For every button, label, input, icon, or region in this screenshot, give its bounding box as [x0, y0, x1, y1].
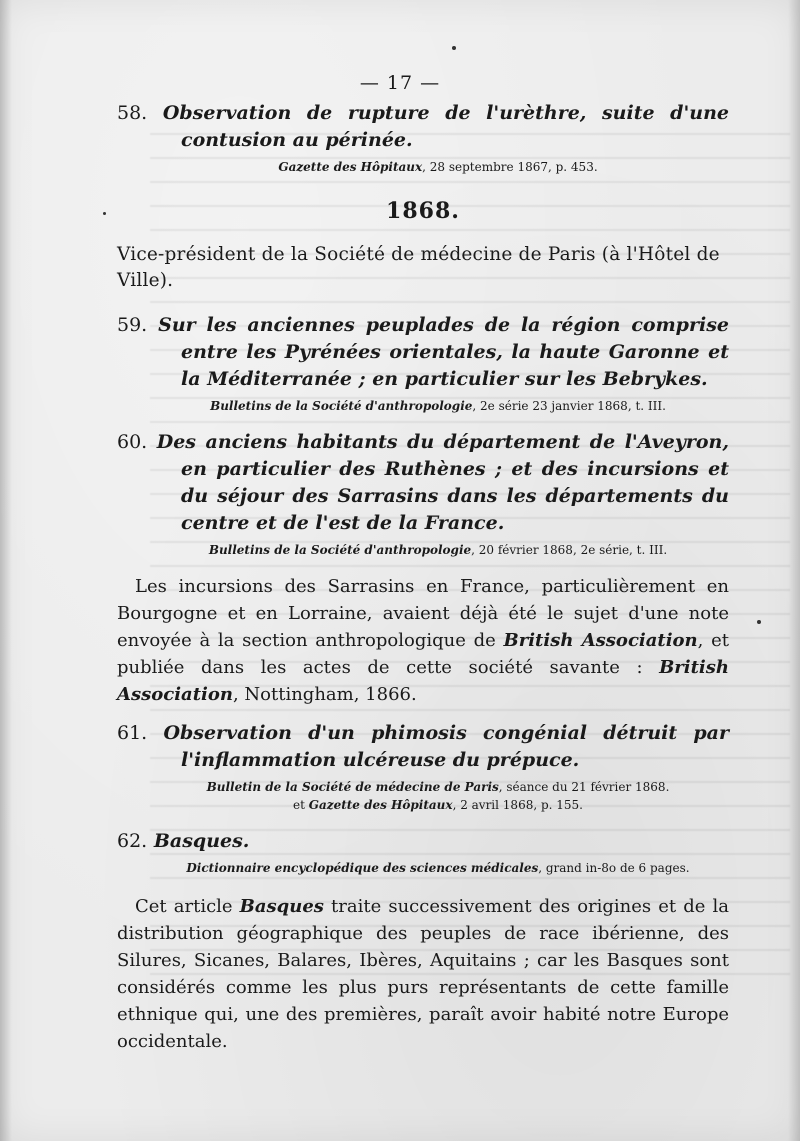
citation-source: Bulletins de la Société d'anthropologie: [210, 399, 473, 413]
page-content: [117, 100, 729, 1067]
role-line: Vice-président de la Société de médecine de Paris (à l'Hôtel de Ville).: [117, 244, 720, 291]
entry-title: [117, 100, 729, 154]
paragraph-text: traite successivement des origines et de la distribution géographique des peuples de race ibérienne, des Silures, Sicanes, Balares, Ibères, Aquitains ; car les Basques sont considérés comme les plus purs représentants de cette famille ethnique qui, une des premières, paraît avoir habité notre Europe occidentale.: [117, 896, 729, 1052]
paragraph-italic: British Association: [117, 657, 729, 705]
page-number: — 17 —: [359, 72, 441, 94]
entry-number: 61.: [117, 722, 148, 744]
citation: [117, 859, 729, 877]
citation-details: , séance du 21 février 1868.: [498, 780, 670, 794]
entry-title-text: Basques.: [153, 830, 250, 852]
paragraph-text: , et publiée dans les actes de cette société savante :: [117, 630, 729, 678]
entry-60: [117, 429, 729, 559]
entry-61: [117, 720, 729, 814]
entry-number: 60.: [117, 431, 148, 453]
entry-58: [117, 100, 729, 176]
page-edge-shadow-right: [788, 0, 800, 1141]
citation-source: Bulletin de la Société de médecine de Paris: [206, 780, 499, 794]
entry-number: 59.: [117, 314, 148, 336]
entry-title: [117, 312, 729, 393]
paragraph-text: Les incursions des Sarrasins en France, particulièrement en Bourgogne et en Lorraine, avaient déjà été le sujet d'une note envoyée à la section anthropologique de: [117, 576, 729, 651]
citation-source: Bulletins de la Société d'anthropologie: [208, 543, 472, 557]
page-edge-shadow-left: [0, 0, 12, 1141]
citation-source: Dictionnaire encyclopédique des sciences médicales: [186, 861, 539, 875]
entry-59: [117, 312, 729, 415]
entry-title-text: Sur les anciennes peuplades de la région comprise entre les Pyrénées orientales, la haute Garonne et la Méditerranée ; en particulier sur les Bebrykes.: [158, 314, 729, 390]
entry-title-text: Observation d'un phimosis congénial détruit par l'inflammation ulcéreuse du prépuce.: [163, 722, 729, 771]
citation: [117, 541, 729, 559]
citation-source: Gazette des Hôpitaux: [308, 798, 453, 812]
citation-details: , grand in-8o de 6 pages.: [538, 861, 690, 875]
entry-title: [117, 429, 729, 537]
paragraph-text: Cet article: [135, 896, 240, 917]
entry-title: [117, 828, 729, 855]
entry-62: [117, 828, 729, 877]
citation: [117, 778, 729, 796]
ink-speck: [452, 46, 456, 50]
citation-details: , 20 février 1868, 2e série, t. III.: [471, 543, 668, 557]
citation: [117, 158, 729, 176]
paragraph-italic: British Association: [503, 630, 698, 651]
paragraph-italic: Basques: [239, 896, 324, 917]
citation-source: Gazette des Hôpitaux: [278, 160, 423, 174]
entry-title-text: Des anciens habitants du département de l'Aveyron, en particulier des Ruthènes ; et des incursions et du séjour des Sarrasins dans les départements du centre et de l'est de la France.: [156, 431, 729, 534]
citation-details: , 2 avril 1868, p. 155.: [452, 798, 583, 812]
ink-speck: [103, 212, 106, 215]
citation-prefix: et: [292, 798, 309, 812]
paragraph-text: , Nottingham, 1866.: [232, 684, 417, 705]
citation: [117, 796, 729, 814]
entry-number: 62.: [117, 830, 148, 852]
body-paragraph: [117, 893, 729, 1055]
year-heading: 1868.: [386, 198, 460, 224]
entry-number: 58.: [117, 102, 148, 124]
body-paragraph: [117, 573, 729, 708]
citation-details: , 2e série 23 janvier 1868, t. III.: [472, 399, 666, 413]
ink-speck: [757, 620, 761, 624]
citation: [117, 397, 729, 415]
entry-title-text: Observation de rupture de l'urèthre, suite d'une contusion au périnée.: [162, 102, 729, 151]
entry-title: [117, 720, 729, 774]
citation-details: , 28 septembre 1867, p. 453.: [422, 160, 598, 174]
